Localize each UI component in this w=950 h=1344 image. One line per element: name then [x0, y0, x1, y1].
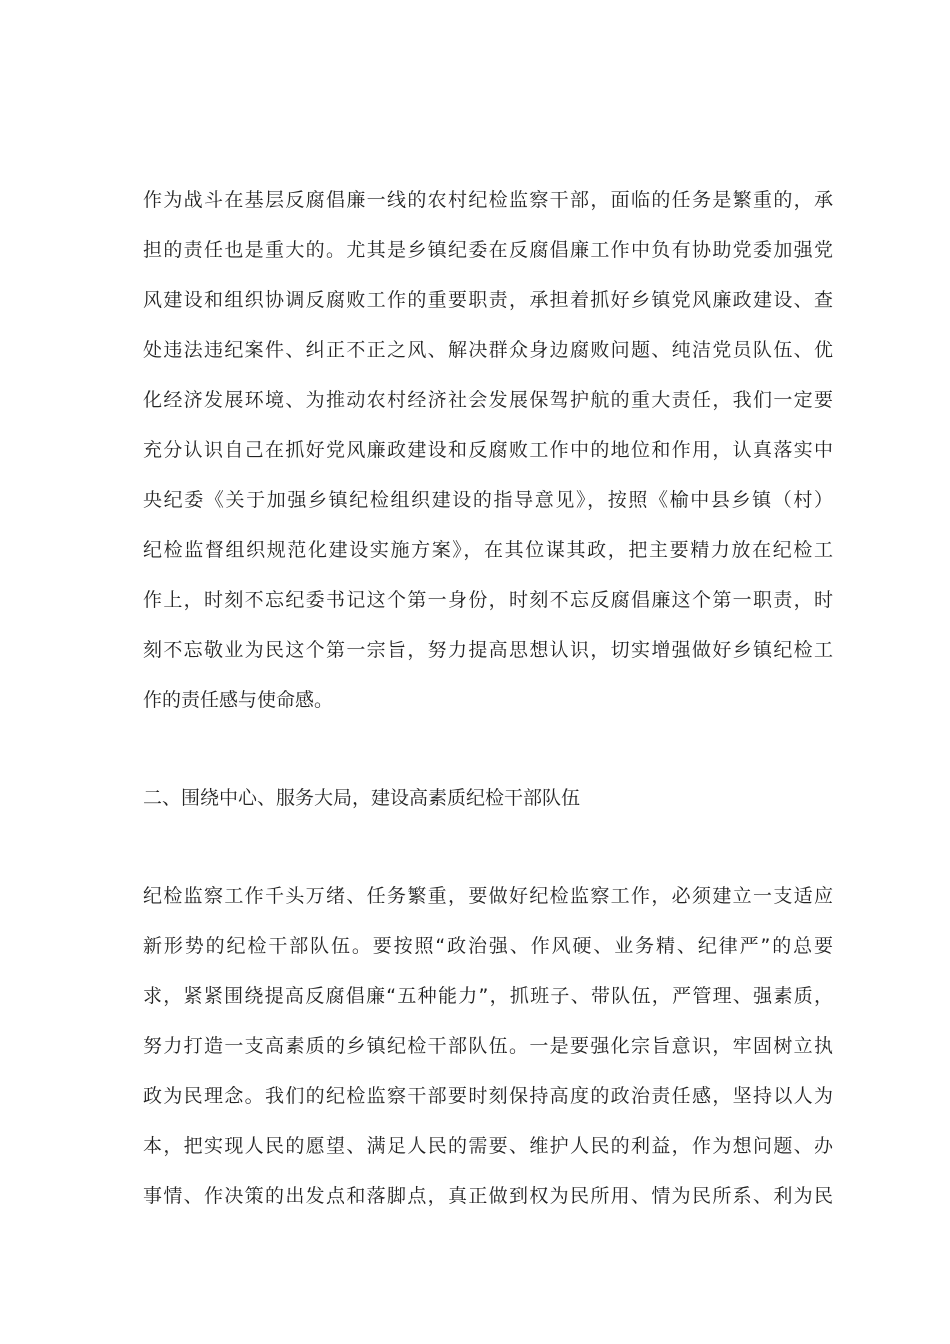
paragraph-line: 事情、作决策的出发点和落脚点，真正做到权为民所用、情为民所系、利为民 — [143, 1185, 833, 1207]
paragraph-line: 求，紧紧围绕提高反腐倡廉“五种能力”，抓班子、带队伍，严管理、强素质， — [143, 985, 833, 1007]
paragraph-line: 刻不忘敬业为民这个第一宗旨，努力提高思想认识，切实增强做好乡镇纪检工 — [143, 639, 833, 661]
paragraph-line: 化经济发展环境、为推动农村经济社会发展保驾护航的重大责任，我们一定要 — [143, 389, 833, 411]
paragraph-line: 央纪委《关于加强乡镇纪检组织建设的指导意见》，按照《榆中县乡镇（村） — [143, 489, 833, 511]
paragraph-line: 纪检监察工作千头万绪、任务繁重，要做好纪检监察工作，必须建立一支适应 — [143, 885, 833, 907]
paragraph-line: 充分认识自己在抓好党风廉政建设和反腐败工作中的地位和作用，认真落实中 — [143, 439, 833, 461]
paragraph-line: 风建设和组织协调反腐败工作的重要职责，承担着抓好乡镇党风廉政建设、查 — [143, 289, 833, 311]
paragraph-line: 政为民理念。我们的纪检监察干部要时刻保持高度的政治责任感，坚持以人为 — [143, 1085, 833, 1107]
paragraph-line: 作上，时刻不忘纪委书记这个第一身份，时刻不忘反腐倡廉这个第一职责，时 — [143, 589, 833, 611]
heading-text: 二、围绕中心、服务大局，建设高素质纪检干部队伍 — [143, 787, 581, 809]
paragraph-2 — [143, 871, 833, 1221]
paragraph-line: 处违法违纪案件、纠正不正之风、解决群众身边腐败问题、纯洁党员队伍、优 — [143, 339, 833, 361]
section-heading — [143, 773, 833, 823]
paragraph-line: 作的责任感与使命感。 — [143, 689, 334, 711]
paragraph-line: 努力打造一支高素质的乡镇纪检干部队伍。一是要强化宗旨意识，牢固树立执 — [143, 1035, 833, 1057]
paragraph-line: 纪检监督组织规范化建设实施方案》，在其位谋其政，把主要精力放在纪检工 — [143, 539, 833, 561]
paragraph-1 — [143, 175, 833, 725]
paragraph-line: 新形势的纪检干部队伍。要按照“政治强、作风硬、业务精、纪律严”的总要 — [143, 935, 833, 957]
paragraph-line: 本，把实现人民的愿望、满足人民的需要、维护人民的利益，作为想问题、办 — [143, 1135, 833, 1157]
paragraph-line: 担的责任也是重大的。尤其是乡镇纪委在反腐倡廉工作中负有协助党委加强党 — [143, 239, 833, 261]
paragraph-line: 作为战斗在基层反腐倡廉一线的农村纪检监察干部，面临的任务是繁重的，承 — [143, 189, 833, 211]
